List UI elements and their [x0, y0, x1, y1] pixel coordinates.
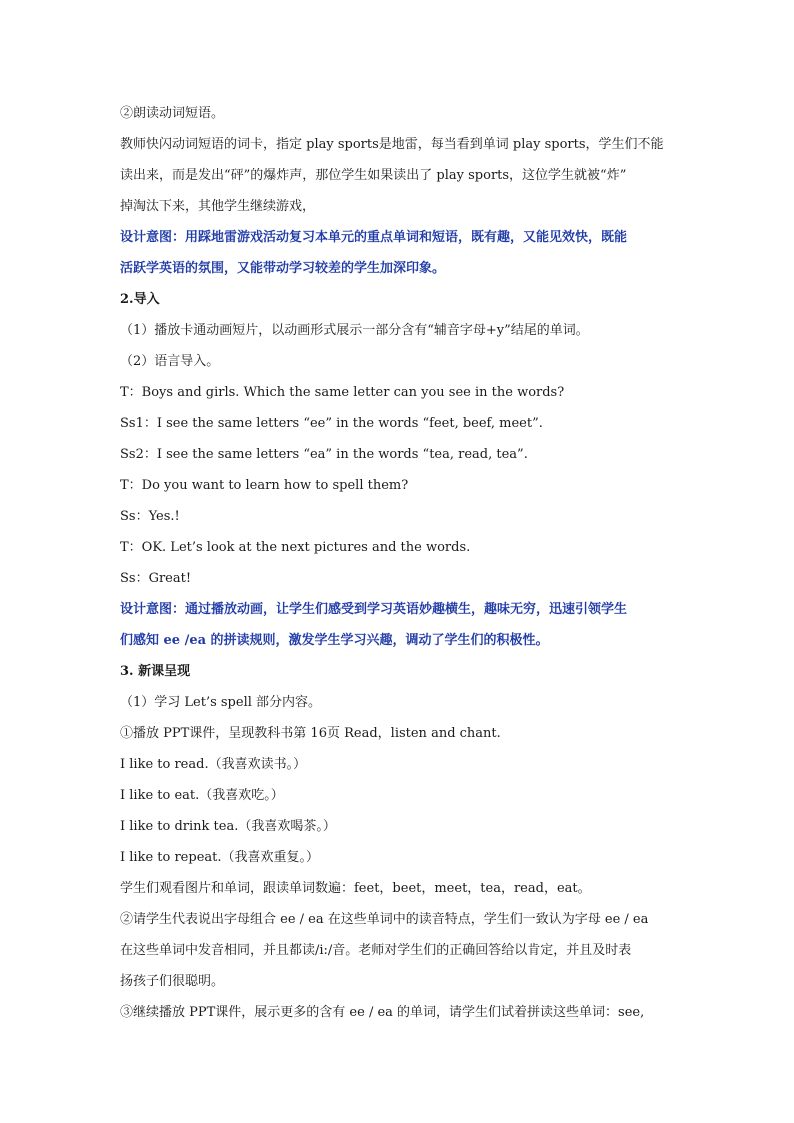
- list-item: ①播放 PPT课件，呈现教科书第 16页 Read，listen and chant.: [120, 726, 501, 741]
- dialogue-line: T：OK. Let’s look at the next pictures and the words.: [120, 540, 471, 555]
- dialogue-line: T：Do you want to learn how to spell them?: [120, 478, 409, 493]
- list-item: （1）播放卡通动画短片，以动画形式展示一部分含有“辅音字母+y”结尾的单词。: [120, 323, 589, 338]
- dialogue-line: Ss1：I see the same letters “ee” in the words “feet, beef, meet”.: [120, 416, 543, 431]
- list-item: （1）学习 Let’s spell 部分内容。: [120, 695, 322, 710]
- paragraph-line: 扬孩子们很聪明。: [120, 974, 225, 989]
- list-item: I like to read.（我喜欢读书。）: [120, 757, 307, 772]
- dialogue-line: Ss2：I see the same letters “ea” in the words “tea, read, tea”.: [120, 447, 528, 462]
- dialogue-line: Ss：Great!: [120, 571, 192, 586]
- list-item: I like to eat.（我喜欢吃。）: [120, 788, 284, 803]
- list-item: 学生们观看图片和单词，跟读单词数遍：feet，beet，meet，tea，read，eat。: [120, 881, 591, 896]
- paragraph-line: ③继续播放 PPT课件，展示更多的含有 ee / ea 的单词，请学生们试着拼读这些单词：see,: [120, 1005, 645, 1020]
- document-page: [120, 98, 676, 1028]
- design-intent-line: 设计意图：用踩地雷游戏活动复习本单元的重点单词和短语，既有趣，又能见效快，既能: [120, 230, 628, 245]
- paragraph-line: ②朗读动词短语。: [120, 106, 225, 121]
- dialogue-line: Ss：Yes.!: [120, 509, 180, 524]
- paragraph-line: 读出来，而是发出“砰”的爆炸声，那位学生如果读出了 play sports，这位学生就被“炸”: [120, 168, 627, 183]
- paragraph-line: 在这些单词中发音相同，并且都读/i:/音。老师对学生们的正确回答给以肯定，并且及时表: [120, 943, 632, 958]
- dialogue-line: T：Boys and girls. Which the same letter can you see in the words?: [120, 385, 565, 400]
- design-intent-line: 活跃学英语的氛围，又能带动学习较差的学生加深印象。: [120, 261, 446, 276]
- section-heading: 2.导入: [120, 292, 160, 307]
- list-item: I like to repeat.（我喜欢重复。）: [120, 850, 319, 865]
- section-heading: 3. 新课呈现: [120, 664, 191, 679]
- paragraph-line: 掉淘汰下来，其他学生继续游戏，: [120, 199, 316, 214]
- paragraph-line: ②请学生代表说出字母组合 ee / ea 在这些单词中的读音特点，学生们一致认为字母 ee / ea: [120, 912, 649, 927]
- list-item: （2）语言导入。: [120, 354, 220, 369]
- design-intent-line: 们感知 ee /ea 的拼读规则，激发学生学习兴趣，调动了学生们的积极性。: [120, 633, 549, 648]
- paragraph-line: 教师快闪动词短语的词卡，指定 play sports是地雷，每当看到单词 play sports，学生们不能: [120, 137, 664, 152]
- list-item: I like to drink tea.（我喜欢喝茶。）: [120, 819, 336, 834]
- design-intent-line: 设计意图：通过播放动画，让学生们感受到学习英语妙趣横生，趣味无穷，迅速引领学生: [120, 602, 628, 617]
